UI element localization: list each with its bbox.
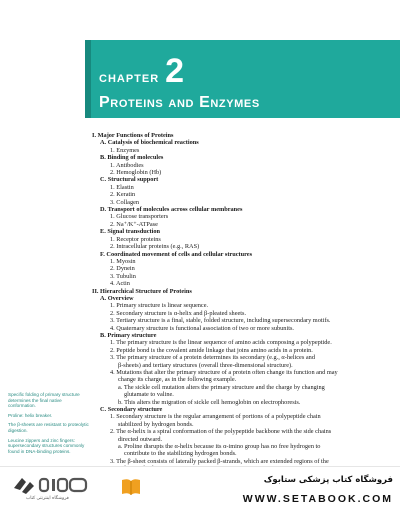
outline-item: 1. Myosin bbox=[110, 257, 136, 265]
outline-item: 2. The α-helix is a spiral conformation of the polypeptide backbone with the side chains bbox=[110, 428, 332, 436]
outline-subheading: D. Transport of molecules across cellular membranes bbox=[100, 206, 243, 214]
outline-section-heading: II. Hierarchical Structure of Proteins bbox=[92, 287, 192, 295]
chapter-title: Proteins and Enzymes bbox=[99, 94, 260, 111]
outline-item: 1. Glucose transporters bbox=[110, 213, 169, 221]
outline-item: a. Proline disrupts the α-helix because its α-imino group has no free hydrogen to bbox=[118, 443, 321, 451]
margin-notes bbox=[8, 392, 90, 458]
store-name: فروشگاه کتاب پزشکی ستابوک bbox=[263, 475, 393, 485]
outline-item: change its charge, as in the following example. bbox=[118, 376, 237, 384]
outline-item: 4. Mutations that alter the primary structure of a protein often change its function and may bbox=[110, 369, 338, 376]
outline-item: 2. Na⁺/K⁺-ATPase bbox=[110, 220, 158, 228]
outline-item: 2. Peptide bond is the covalent amide linkage that joins amino acids in a protein. bbox=[110, 346, 313, 354]
chapter-word: CHAPTER bbox=[99, 73, 160, 85]
outline-item: 2. Keratin bbox=[110, 191, 136, 199]
outline-section-heading: I. Major Functions of Proteins bbox=[92, 132, 174, 139]
outline-subheading: B. Primary structure bbox=[100, 331, 157, 339]
outline-item: 3. The primary structure of a protein determines its secondary (e.g., α-helices and bbox=[110, 354, 315, 362]
outline-item: 1. Primary structure is linear sequence. bbox=[110, 302, 209, 310]
outline-item: 3. Tertiary structure is a final, stable, folded structure, including supersecondary motifs. bbox=[110, 317, 331, 325]
outline-subheading: A. Overview bbox=[100, 294, 134, 302]
chapter-banner-edge bbox=[85, 40, 91, 118]
outline-item: 2. Secondary structure is α-helix and β-pleated sheets. bbox=[110, 309, 247, 317]
outline-item: glutamate to valine. bbox=[124, 391, 174, 399]
outline-item: 1. Elastin bbox=[110, 183, 134, 191]
outline-item: stabilized by hydrogen bonds. bbox=[118, 420, 194, 428]
book-icon bbox=[120, 476, 142, 498]
margin-note: The β-sheets are resistant to proteolytic digestion. bbox=[8, 422, 89, 433]
outline-item: 1. Secondary structure is the regular arrangement of portions of a polypeptide chain bbox=[110, 413, 321, 421]
outline-item: a. The sickle cell mutation alters the primary structure and the charge by changing bbox=[118, 383, 325, 391]
logo-subtitle: فروشگاه اینترنتی کتاب bbox=[26, 496, 69, 501]
outline-item: 1. Receptor proteins bbox=[110, 235, 161, 243]
outline-item: 1. Antibodies bbox=[110, 161, 144, 169]
chapter-number: 2 bbox=[165, 52, 185, 90]
chapter-banner bbox=[0, 0, 400, 118]
outline-item: b. This alters the migration of sickle cell hemoglobin on electrophoresis. bbox=[118, 398, 301, 406]
outline-item: 4. Actin bbox=[110, 280, 130, 288]
outline-subheading: C. Structural support bbox=[100, 176, 159, 184]
outline-item: 3. Collagen bbox=[110, 198, 140, 206]
outline-item: contribute to the stabilizing hydrogen bonds. bbox=[124, 450, 237, 458]
outline-subheading: E. Signal transduction bbox=[100, 228, 161, 236]
outline-item: 1. Enzymes bbox=[110, 146, 140, 154]
chapter-label bbox=[99, 52, 185, 90]
site-url-link[interactable]: WWW.SETABOOK.COM bbox=[242, 493, 393, 505]
margin-note: Proline: helix breaker. bbox=[8, 412, 53, 418]
chapter-outline bbox=[92, 132, 392, 473]
outline-subheading: A. Catalysis of biochemical reactions bbox=[100, 139, 199, 147]
margin-note: Specific folding of primary structure determines the final native conformation. bbox=[8, 392, 80, 409]
margin-note: Leucine zippers and zinc fingers: supersecondary structures commonly found in DNA-binding proteins. bbox=[8, 437, 85, 454]
setabook-logo[interactable] bbox=[10, 474, 92, 504]
outline-subheading: F. Coordinated movement of cells and cellular structures bbox=[100, 250, 253, 258]
logo-mark-icon bbox=[10, 474, 92, 496]
outline-item: 2. Dynein bbox=[110, 265, 135, 273]
outline-item: 3. The β-sheet consists of laterally packed β-strands, which are extended regions of the bbox=[110, 457, 329, 465]
outline-item: 4. Quaternary structure is functional association of two or more subunits. bbox=[110, 324, 294, 332]
outline-subheading: B. Binding of molecules bbox=[100, 154, 164, 162]
outline-subheading: C. Secondary structure bbox=[100, 406, 163, 414]
outline-item: 3. Tubulin bbox=[110, 272, 136, 280]
outline-item: 1. The primary structure is the linear sequence of amino acids composing a polypeptide. bbox=[110, 339, 332, 347]
outline-item: β-sheets) and tertiary structures (overall three-dimensional structure). bbox=[118, 361, 293, 369]
outline-item: 2. Hemoglobin (Hb) bbox=[110, 169, 162, 177]
outline-item: 2. Intracellular proteins (e.g., RAS) bbox=[110, 243, 200, 251]
outline-item: directed outward. bbox=[118, 435, 163, 443]
